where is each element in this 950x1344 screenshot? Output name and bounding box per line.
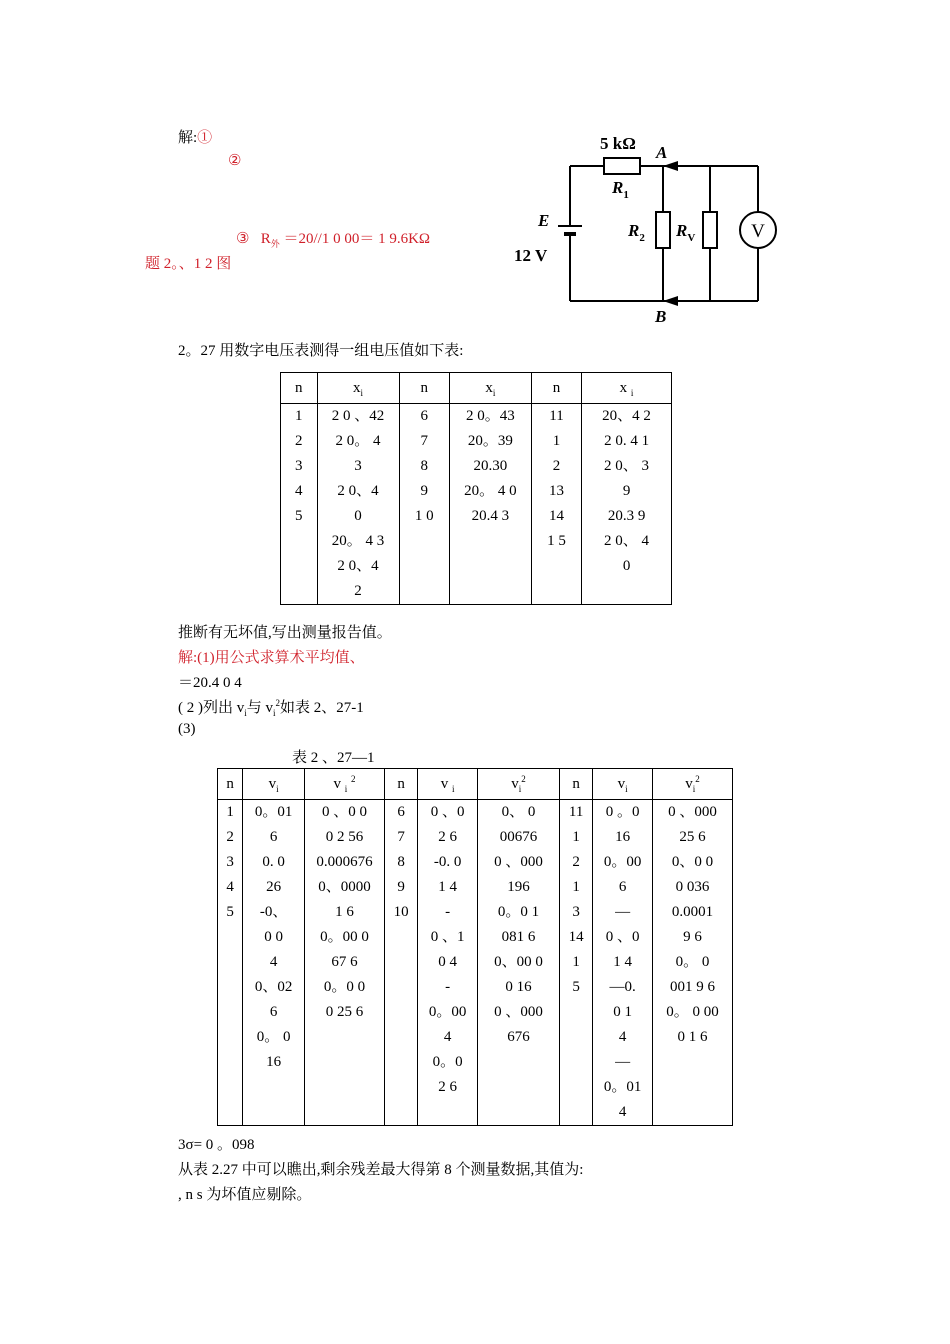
- table-cell: 0 。0 16 0。00 6 — 0 、0 1 4 —0. 0 1 4 — 0。01 4: [593, 800, 653, 1126]
- voltmeter-label: V: [751, 221, 765, 242]
- solution-label: [178, 126, 212, 147]
- step2-text: ( 2 )列出 $v_i$与 $v_i^2$如表 2、27-1: [178, 698, 364, 718]
- header-n-1: n: [281, 373, 318, 404]
- table-cell: 0 、0 2 6 -0. 0 1 4 - 0 、1 0 4 - 0。00 4 0。0 2 6: [418, 800, 478, 1126]
- external-resistance-line: [236, 227, 430, 248]
- circle-3: ③: [236, 231, 250, 247]
- resistor-rv: [703, 212, 717, 248]
- table-cell: 0 、0 0 0 2 56 0.000676 0、0000 1 6 0。00 0 67 6 0。0 0 0 25 6: [305, 800, 385, 1126]
- header-n-3: n: [559, 769, 592, 800]
- emf-label: E: [538, 211, 550, 230]
- node-b-arrow: [663, 296, 678, 306]
- residual-table: [217, 768, 733, 1126]
- table-cell: 20、4 2 2 0. 4 1 2 0、 3 9 20.3 9 2 0、 4 0: [582, 404, 672, 605]
- header-vi-3: $v_i$: [593, 769, 653, 800]
- header-vi2-3: $v_i^2$: [653, 769, 733, 800]
- question-text: 推断有无坏值,写出测量报告值。: [178, 625, 392, 641]
- battery-symbol: [558, 226, 582, 242]
- problem-heading: 2。27 用数字电压表测得一组电压值如下表:: [178, 343, 464, 359]
- table-row: [218, 800, 733, 1126]
- r-out-symbol: R: [260, 231, 271, 247]
- table-cell: 2 0。43 20。39 20.30 20。 4 0 20.4 3: [449, 404, 531, 605]
- header-vi2-1: v $_i$ $^2$: [305, 769, 385, 800]
- node-b-label: B: [655, 307, 667, 326]
- table2-title: 表 2 、27—1: [292, 750, 375, 766]
- table-cell: 0、 0 00676 0 、000 196 0。0 1 081 6 0、00 0 0 16 0 、000 676: [477, 800, 559, 1126]
- header-n-1: n: [218, 769, 243, 800]
- r2-label: $R_2$: [628, 221, 645, 244]
- node-a-label: A: [656, 143, 668, 162]
- table-cell: 6 7 8 9 1 0: [399, 404, 449, 605]
- resistor-r1: [604, 158, 640, 174]
- jie-text: 解:: [178, 130, 198, 146]
- mean-value: ＝20.4 0 4: [178, 675, 242, 691]
- conclusion-line-2: , n s 为坏值应剔除。: [178, 1187, 312, 1203]
- r1-value: 5 kΩ: [600, 134, 636, 153]
- table-header-row: [218, 769, 733, 800]
- table-cell: 0 、000 25 6 0、0 0 0 036 0.0001 9 6 0。 0 001 9 6 0。 0 00 0 1 6: [653, 800, 733, 1126]
- r1-label: $R_1$: [612, 178, 629, 201]
- node-a-arrow: [663, 161, 678, 171]
- table-cell: 11 1 2 1 3 14 1 5: [559, 800, 592, 1126]
- table-header-row: [281, 373, 672, 404]
- table-cell: 1 2 3 4 5: [281, 404, 318, 605]
- r-out-equation: ＝20//1 0 00＝ 1 9.6KΩ: [283, 231, 431, 247]
- step1-text: 解:(1)用公式求算术平均值、: [178, 650, 365, 666]
- header-n-2: n: [399, 373, 449, 404]
- rv-label: $R_V$: [676, 221, 696, 244]
- conclusion-line-1: 从表 2.27 中可以瞧出,剩余残差最大得第 8 个测量数据,其值为:: [178, 1162, 584, 1178]
- step3-text: (3): [178, 721, 196, 737]
- table-cell: 11 1 2 13 14 1 5: [531, 404, 581, 605]
- table-cell: 1 2 3 4 5: [218, 800, 243, 1126]
- figure-caption: 题 2。、1 2 图: [145, 256, 232, 272]
- table-cell: 6 7 8 9 10: [384, 800, 417, 1126]
- circle-2: ②: [228, 153, 242, 169]
- header-vi-2: v $_i$: [418, 769, 478, 800]
- voltage-table: [280, 372, 672, 605]
- circuit-diagram: [508, 128, 778, 328]
- header-n-3: n: [531, 373, 581, 404]
- header-xi-3: x $_i$: [582, 373, 672, 404]
- table-cell: 2 0 、42 2 0。 4 3 2 0、4 0 20。 4 3 2 0、4 2: [317, 404, 399, 605]
- sigma-text: 3σ= 0 。098: [178, 1137, 255, 1153]
- header-vi-1: $v_i$: [243, 769, 305, 800]
- table-row: [281, 404, 672, 605]
- table-cell: 0。01 6 0. 0 26 -0、 0 0 4 0、02 6 0。 0 16: [243, 800, 305, 1126]
- resistor-r2: [656, 212, 670, 248]
- emf-value: 12 V: [514, 246, 548, 265]
- header-vi2-2: $v_i^2$: [477, 769, 559, 800]
- r-out-subscript: 外: [270, 239, 280, 249]
- circle-1: ①: [197, 130, 213, 146]
- header-xi-1: $x_i$: [317, 373, 399, 404]
- header-xi-2: $x_i$: [449, 373, 531, 404]
- header-n-2: n: [384, 769, 417, 800]
